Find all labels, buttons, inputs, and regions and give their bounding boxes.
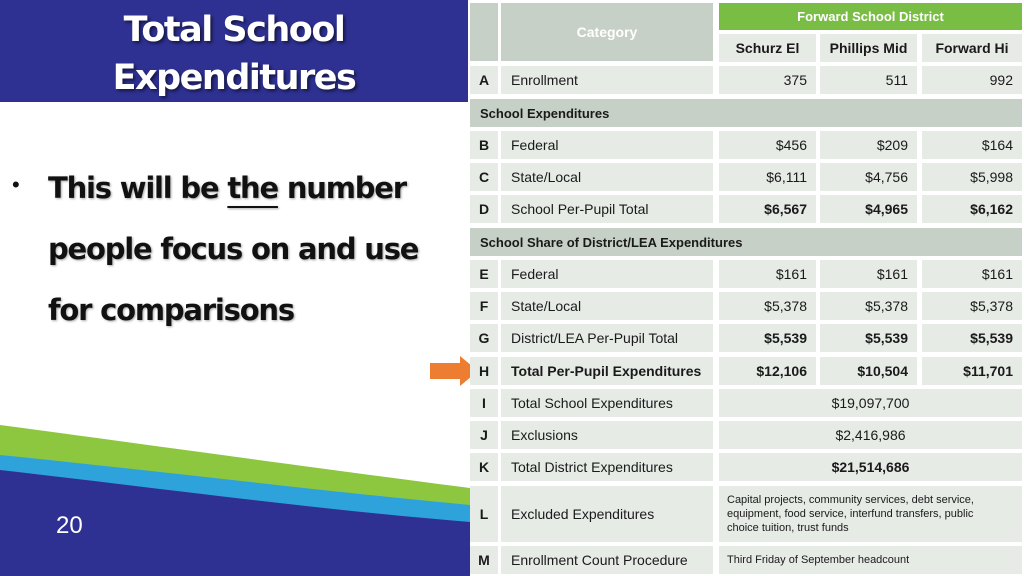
row-label: Enrollment Count Procedure xyxy=(501,546,713,574)
school-header-2: Phillips Mid xyxy=(820,34,917,62)
table-cell: $6,567 xyxy=(719,195,816,223)
row-letter: H xyxy=(470,357,498,385)
table-cell: $456 xyxy=(719,131,816,159)
table-cell: $5,539 xyxy=(922,324,1022,352)
row-label: Federal xyxy=(501,260,713,288)
row-letter: F xyxy=(470,292,498,320)
table-cell: $6,162 xyxy=(922,195,1022,223)
table-cell: $164 xyxy=(922,131,1022,159)
table-cell: $19,097,700 xyxy=(719,389,1022,417)
row-label: Exclusions xyxy=(501,421,713,449)
table-cell: $161 xyxy=(719,260,816,288)
table-cell: $10,504 xyxy=(820,357,917,385)
row-letter: B xyxy=(470,131,498,159)
table-cell: 375 xyxy=(719,66,816,94)
bullet-text-pre: This will be xyxy=(48,171,228,205)
table-cell: $209 xyxy=(820,131,917,159)
row-label: Total School Expenditures xyxy=(501,389,713,417)
row-letter: J xyxy=(470,421,498,449)
slide-title xyxy=(0,6,468,102)
row-letter: K xyxy=(470,453,498,481)
row-label-highlight: Total Per-Pupil Expenditures xyxy=(501,357,713,385)
title-line-2: Expenditures xyxy=(112,58,356,98)
table-cell: 511 xyxy=(820,66,917,94)
row-letter: G xyxy=(470,324,498,352)
table-cell: Capital projects, community services, debt service, equipment, food service, interfund transfers, public choice tuition, trust funds xyxy=(719,486,1022,542)
section-header-school: School Expenditures xyxy=(470,99,1022,127)
table-cell: $5,539 xyxy=(719,324,816,352)
row-letter: L xyxy=(470,486,498,542)
district-header: Forward School District xyxy=(719,3,1022,30)
table-cell: 992 xyxy=(922,66,1022,94)
row-label: Excluded Expenditures xyxy=(501,486,713,542)
row-label: State/Local xyxy=(501,163,713,191)
table-cell: $161 xyxy=(820,260,917,288)
table-cell: $5,378 xyxy=(922,292,1022,320)
bullet-text-post: number people focus on and use for comparisons xyxy=(48,171,419,327)
table-cell: $21,514,686 xyxy=(719,453,1022,481)
row-letter: I xyxy=(470,389,498,417)
table-cell: $12,106 xyxy=(719,357,816,385)
table-cell: $5,998 xyxy=(922,163,1022,191)
bullet-icon: • xyxy=(12,172,20,197)
row-label: State/Local xyxy=(501,292,713,320)
school-header-3: Forward Hi xyxy=(922,34,1022,62)
table-cell: $6,111 xyxy=(719,163,816,191)
table-cell: Third Friday of September headcount xyxy=(719,546,1022,574)
row-label: School Per-Pupil Total xyxy=(501,195,713,223)
school-header-1: Schurz El xyxy=(719,34,816,62)
table-cell: $4,756 xyxy=(820,163,917,191)
row-letter: A xyxy=(470,66,498,94)
category-header: Category xyxy=(501,3,713,61)
expenditure-table xyxy=(470,0,1024,576)
row-label: Federal xyxy=(501,131,713,159)
row-label: District/LEA Per-Pupil Total xyxy=(501,324,713,352)
table-cell: $4,965 xyxy=(820,195,917,223)
title-line-1: Total School xyxy=(123,10,345,50)
table-cell: $5,539 xyxy=(820,324,917,352)
table-cell: $11,701 xyxy=(922,357,1022,385)
table-cell: $2,416,986 xyxy=(719,421,1022,449)
section-header-district: School Share of District/LEA Expenditures xyxy=(470,228,1022,256)
row-letter: D xyxy=(470,195,498,223)
table-cell: $161 xyxy=(922,260,1022,288)
row-letter: M xyxy=(470,546,498,574)
table-cell: $5,378 xyxy=(820,292,917,320)
row-label: Enrollment xyxy=(501,66,713,94)
row-letter: C xyxy=(470,163,498,191)
bullet-text-emphasis: the xyxy=(227,171,278,205)
bullet-point xyxy=(48,158,458,341)
row-label: Total District Expenditures xyxy=(501,453,713,481)
header-letter-cell xyxy=(470,3,498,61)
row-letter: E xyxy=(470,260,498,288)
table-cell: $5,378 xyxy=(719,292,816,320)
page-number: 20 xyxy=(56,512,83,539)
